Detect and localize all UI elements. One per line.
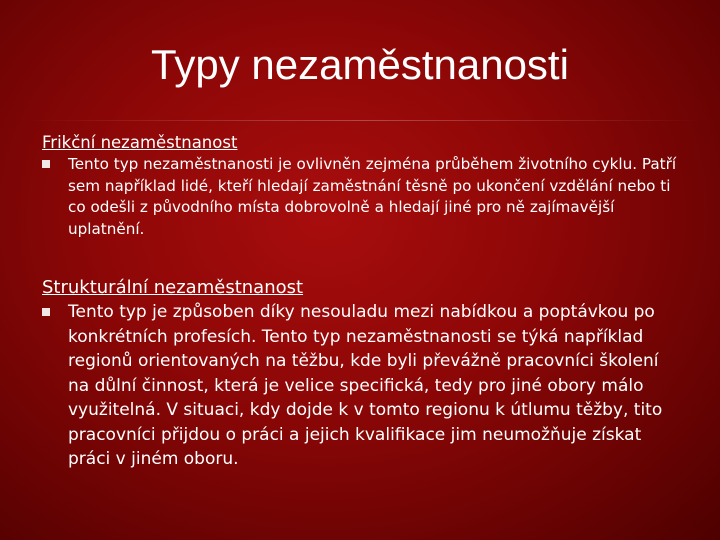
bullet-item <box>42 300 682 472</box>
title-divider <box>26 120 706 121</box>
section-structural-unemployment <box>42 276 682 472</box>
square-bullet-icon <box>42 160 50 168</box>
bullet-item <box>42 154 682 240</box>
bullet-text: Tento typ je způsoben díky nesouladu mezi nabídkou a poptávkou po konkrétních profesích. Tento typ nezaměstnanosti se týká například regionů orientovaných na těžbu, kde byli převážně pracovníci školení na důlní činnost, která je velice specifická, tedy pro jiné obory málo využitelná. V situaci, kdy dojde k v tomto regionu k útlumu těžby, tito pracovníci přijdou o práci a jejich kvalifikace jim neumožňuje získat práci v jiném oboru. <box>68 302 663 469</box>
section-heading: Frikční nezaměstnanost <box>42 133 238 152</box>
square-bullet-icon <box>42 308 50 316</box>
section-frictional-unemployment <box>42 132 682 240</box>
slide-title: Typy nezaměstnanosti <box>151 41 569 88</box>
section-heading: Strukturální nezaměstnanost <box>42 277 304 298</box>
bullet-text: Tento typ nezaměstnanosti je ovlivněn zejména průběhem životního cyklu. Patří sem například lidé, kteří hledají zaměstnání těsně po ukončení vzdělání nebo ti co odešli z původního místa dobrovolně a hledají jiné pro ně zajímavější uplatnění. <box>68 155 677 238</box>
